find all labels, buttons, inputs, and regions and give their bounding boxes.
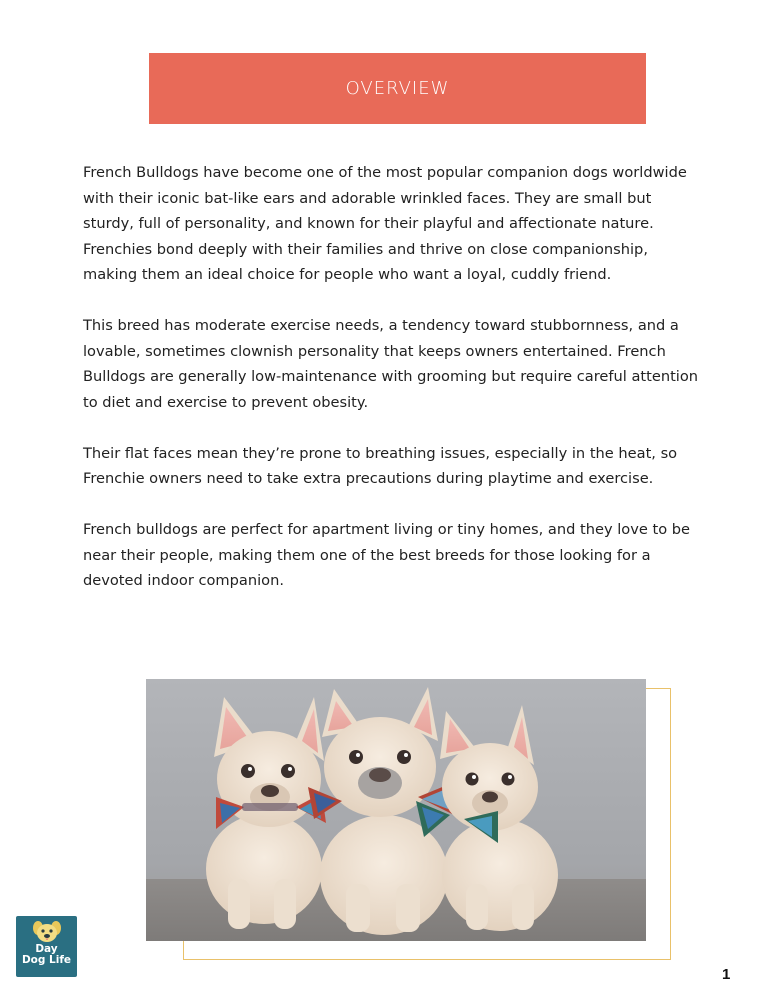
- day-dog-life-logo: [16, 916, 77, 977]
- section-title: OVERVIEW: [345, 78, 450, 99]
- french-bulldog-puppies-photo: [146, 679, 646, 941]
- logo-line-day: Day: [35, 943, 58, 955]
- puppy-left: [206, 697, 326, 929]
- paragraph-living: French bulldogs are perfect for apartment living or tiny homes, and they love to be near their people, making them one of the best breeds for those looking for a devoted indoor companion.: [83, 521, 691, 589]
- overview-header-band: [149, 53, 646, 124]
- paragraph-intro: French Bulldogs have become one of the most popular companion dogs worldwide with their iconic bat-like ears and adorable wrinkled faces. They are small but sturdy, full of personality, and known for their playful and affectionate nature. Frenchies bond deeply with their families and thrive on close companionship, making them an ideal choice for people who want a loyal, cuddly friend.: [83, 164, 687, 283]
- paragraph-temperament: This breed has moderate exercise needs, a tendency toward stubbornness, and a lovable, sometimes clownish personality that keeps owners entertained. French Bulldogs are generally low-maintenance with grooming but require careful attention to diet and exercise to prevent obesity.: [83, 317, 699, 411]
- puppies-illustration: [146, 679, 646, 941]
- page-number: 1: [722, 966, 731, 983]
- overview-body: [83, 160, 701, 619]
- logo-line-dog-life: Dog Life: [21, 954, 72, 966]
- paragraph-health: Their flat faces mean they’re prone to breathing issues, especially in the heat, so Frenchie owners need to take extra precautions during playtime and exercise.: [83, 444, 678, 487]
- dog-face-logo-icon: [32, 920, 62, 944]
